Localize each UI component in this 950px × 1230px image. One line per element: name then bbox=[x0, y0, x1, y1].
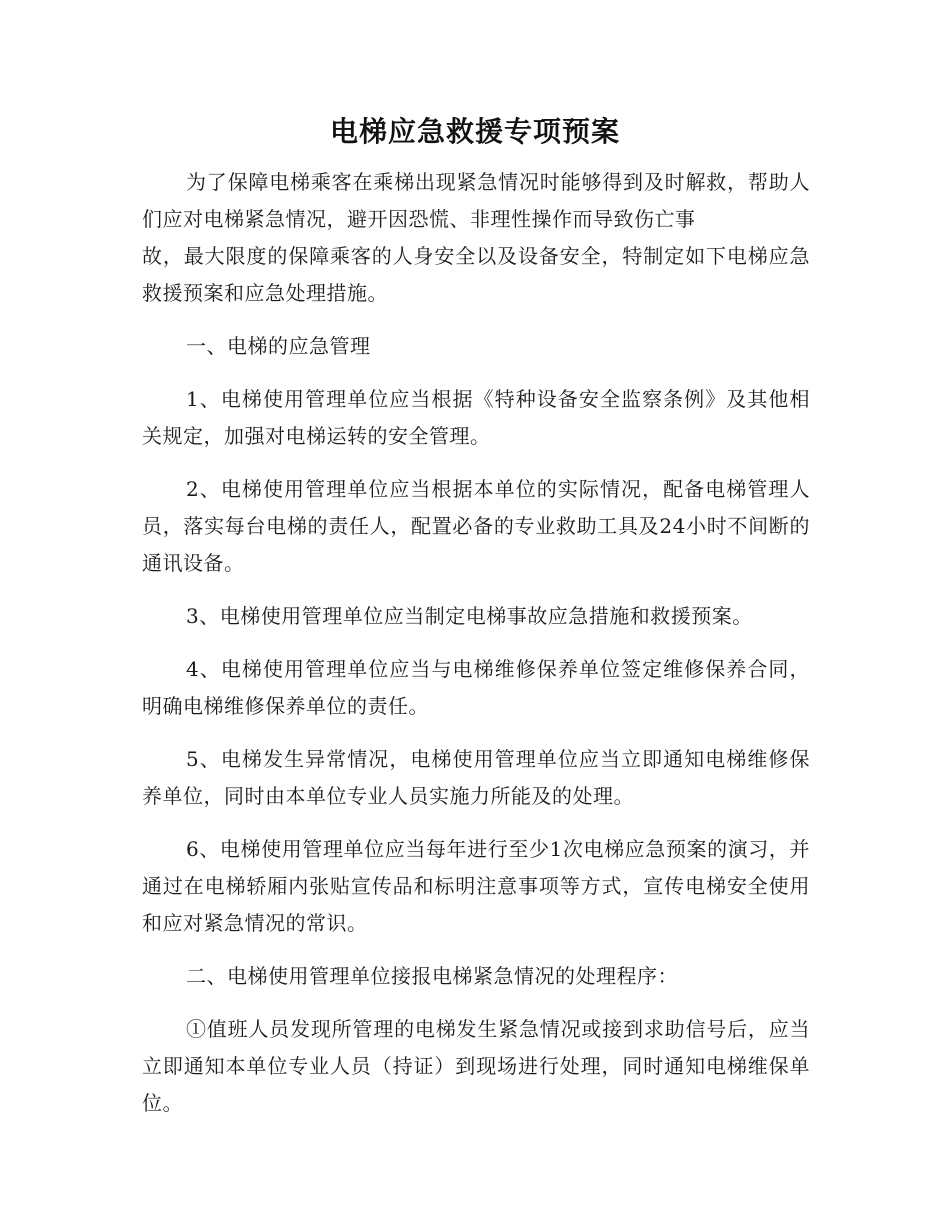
paragraph-item-3: 3、电梯使用管理单位应当制定电梯事故应急措施和救援预案。 bbox=[186, 604, 753, 628]
procedure-step-1: ①值班人员发现所管理的电梯发生紧急情况或接到求助信号后，应当立即通知本单位专业人员（持证）到现场进行处理，同时通知电梯维保单位。 bbox=[142, 1017, 810, 1115]
paragraph-item-2: 2、电梯使用管理单位应当根据本单位的实际情况，配备电梯管理人员，落实每台电梯的责任人，配置必备的专业救助工具及24小时不间断的通讯设备。 bbox=[142, 477, 810, 575]
paragraph-item-4: 4、电梯使用管理单位应当与电梯维修保养单位签定维修保养合同，明确电梯维修保养单位的责任。 bbox=[142, 657, 810, 718]
document-body bbox=[142, 164, 810, 1138]
paragraph-item-6: 6、电梯使用管理单位应当每年进行至少1次电梯应急预案的演习，并通过在电梯轿厢内张贴宣传品和标明注意事项等方式，宣传电梯安全使用和应对紧急情况的常识。 bbox=[142, 837, 810, 935]
section-heading-1: 一、电梯的应急管理 bbox=[186, 334, 371, 358]
intro-paragraph: 为了保障电梯乘客在乘梯出现紧急情况时能够得到及时解救，帮助人们应对电梯紧急情况，避开因恐慌、非理性操作而导致伤亡事 故，最大限度的保障乘客的人身安全以及设备安全，特制定如下电梯应急救援预案和应急处理措施。 bbox=[142, 170, 810, 305]
document-title: 电梯应急救援专项预案 bbox=[329, 115, 620, 148]
paragraph-item-5: 5、电梯发生异常情况，电梯使用管理单位应当立即通知电梯维修保养单位，同时由本单位专业人员实施力所能及的处理。 bbox=[142, 747, 810, 808]
section-heading-2: 二、电梯使用管理单位接报电梯紧急情况的处理程序： bbox=[186, 964, 678, 988]
paragraph-item-1: 1、电梯使用管理单位应当根据《特种设备安全监察条例》及其他相关规定，加强对电梯运转的安全管理。 bbox=[142, 387, 810, 448]
